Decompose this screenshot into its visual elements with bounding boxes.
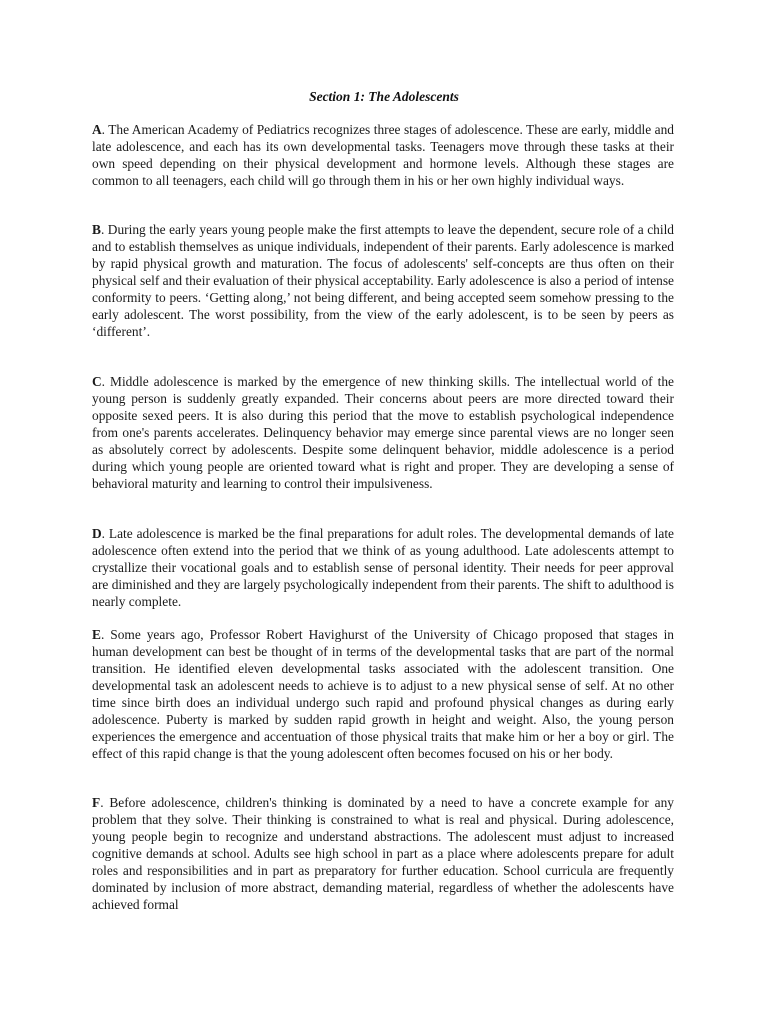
paragraph-letter: E xyxy=(92,627,101,642)
paragraph-text: . Late adolescence is marked be the final preparations for adult roles. The developmental demands of late adolescence often extend into the period that we think of as young adulthood. Late adolescents attempt to crystallize their vocational goals and to establish sense of personal identity. Their needs for peer approval are diminished and they are largely psychologically independent from their parents. The shift to adulthood is nearly complete. xyxy=(92,526,674,609)
paragraph-text: . Before adolescence, children's thinking is dominated by a need to have a concrete example for any problem that they solve. Their thinking is constrained to what is real and physical. During adolescence, young people begin to recognize and understand abstractions. The adolescent must adjust to increased cognitive demands at school. Adults see high school in part as a place where adolescents prepare for adult roles and responsibilities and in part as preparatory for further education. School curricula are frequently dominated by inclusion of more abstract, demanding material, regardless of whether the adolescents have achieved formal xyxy=(92,795,674,912)
paragraph-f xyxy=(92,794,674,913)
paragraph-text: . Middle adolescence is marked by the emergence of new thinking skills. The intellectual world of the young person is suddenly greatly expanded. Their concerns about peers are more directed toward their opposite sexed peers. It is also during this period that the move to establish psychological independence from one's parents accelerates. Delinquency behavior may emerge since parental views are no longer seen as absolutely correct by adolescents. Despite some delinquent behavior, middle adolescence is a period during which young people are oriented toward what is right and proper. They are developing a sense of behavioral maturity and learning to control their impulsiveness. xyxy=(92,374,674,491)
paragraph-text: . Some years ago, Professor Robert Havighurst of the University of Chicago proposed that stages in human development can best be thought of in terms of the developmental tasks that are part of the normal transition. He identified eleven developmental tasks associated with the adolescent transition. One developmental task an adolescent needs to achieve is to adjust to a new physical sense of self. At no other time since birth does an individual undergo such rapid and profound physical changes as during early adolescence. Puberty is marked by sudden rapid growth in height and weight. Also, the young person experiences the emergence and accentuation of those physical traits that make him or her a boy or girl. The effect of this rapid change is that the young adolescent often becomes focused on his or her body. xyxy=(92,627,674,761)
paragraph-c xyxy=(92,373,674,492)
section-title: Section 1: The Adolescents xyxy=(309,89,459,104)
paragraph-a xyxy=(92,121,674,189)
paragraph-letter: A xyxy=(92,122,102,137)
paragraph-letter: F xyxy=(92,795,101,810)
paragraph-letter: C xyxy=(92,374,102,389)
paragraph-text: . During the early years young people make the first attempts to leave the dependent, secure role of a child and to establish themselves as unique individuals, independent of their parents. Early adolescence is marked by rapid physical growth and maturation. The focus of adolescents' self-concepts are thus often on their physical self and their evaluation of their physical acceptability. Early adolescence is also a period of intense conformity to peers. ‘Getting along,’ not being different, and being accepted seem somehow pressing to the early adolescent. The worst possibility, from the view of the early adolescent, is to be seen by peers as ‘different’. xyxy=(92,222,674,339)
paragraph-letter: B xyxy=(92,222,101,237)
paragraph-text: . The American Academy of Pediatrics recognizes three stages of adolescence. These are early, middle and late adolescence, and each has its own developmental tasks. Teenagers move through these tasks at their own speed depending on their physical development and hormone levels. Although these stages are common to all teenagers, each child will go through them in his or her own highly individual ways. xyxy=(92,122,674,188)
paragraph-d xyxy=(92,525,674,610)
paragraph-e xyxy=(92,626,674,762)
paragraph-letter: D xyxy=(92,526,102,541)
paragraph-b xyxy=(92,221,674,340)
